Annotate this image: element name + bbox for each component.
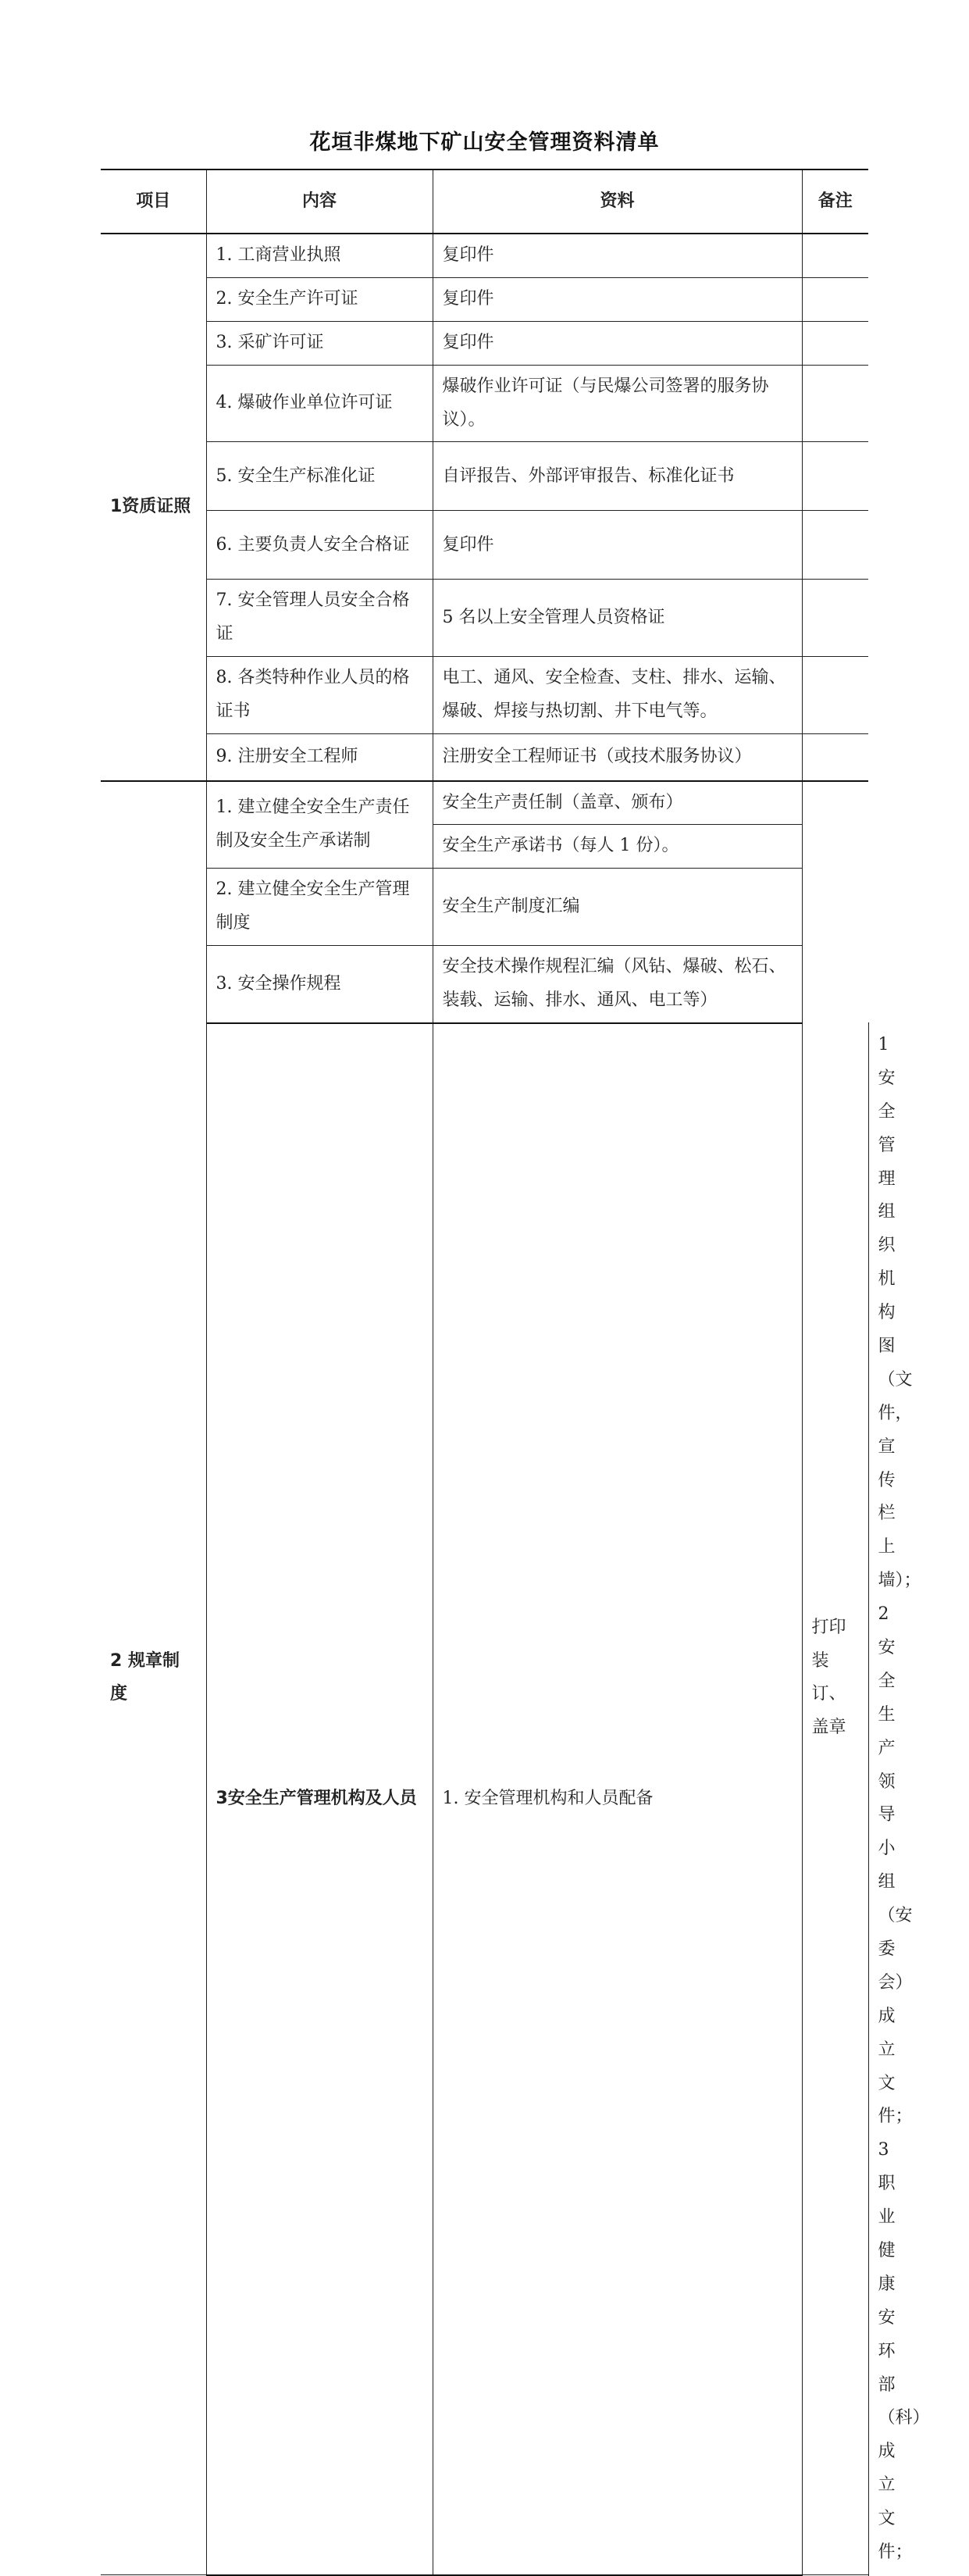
table-row [101, 657, 868, 734]
note-cell [802, 442, 868, 511]
material-cell: 复印件 [433, 321, 802, 365]
category-qualifications: 1资质证照 [101, 234, 206, 781]
table-row [101, 580, 868, 657]
table-row [101, 869, 868, 946]
table-row [101, 277, 868, 321]
material-cell: 复印件 [433, 511, 802, 580]
content-cell: 2. 建立健全安全生产管理制度 [206, 869, 433, 946]
category-rules: 2 规章制度 [101, 781, 206, 2575]
content-cell: 8. 各类特种作业人员的格证书 [206, 657, 433, 734]
content-cell: 7. 安全管理人员安全合格证 [206, 580, 433, 657]
table-row [101, 365, 868, 442]
note-cell [802, 511, 868, 580]
content-cell: 3. 采矿许可证 [206, 321, 433, 365]
note-cell [802, 234, 868, 277]
content-cell: 2. 安全生产许可证 [206, 277, 433, 321]
material-cell: 安全生产责任制（盖章、颁布） [433, 781, 802, 825]
category-safety-org: 3安全生产管理机构及人员 [206, 1023, 433, 2575]
header-material: 资料 [433, 169, 802, 234]
material-cell: 爆破作业许可证（与民爆公司签署的服务协议）。 [433, 365, 802, 442]
material-cell: 复印件 [433, 234, 802, 277]
note-cell [802, 734, 868, 781]
header-note: 备注 [802, 169, 868, 234]
table-row [101, 511, 868, 580]
content-cell: 6. 主要负责人安全合格证 [206, 511, 433, 580]
note-print-bind-stamp: 打印装订、盖章 [802, 781, 868, 2575]
table-row [101, 321, 868, 365]
material-cell: 安全生产承诺书（每人 1 份）。 [433, 825, 802, 869]
content-cell: 5. 安全生产标准化证 [206, 442, 433, 511]
page-title: 花垣非煤地下矿山安全管理资料清单 [309, 130, 660, 155]
material-cell: 安全技术操作规程汇编（风钻、爆破、松石、装载、运输、排水、通风、电工等） [433, 946, 802, 1023]
table-row [101, 781, 868, 825]
material-cell: 安全生产制度汇编 [433, 869, 802, 946]
note-cell [802, 657, 868, 734]
content-cell: 9. 注册安全工程师 [206, 734, 433, 781]
note-cell [802, 365, 868, 442]
header-row [101, 169, 868, 234]
table-row [101, 234, 868, 277]
table-row [101, 442, 868, 511]
material-cell: 复印件 [433, 277, 802, 321]
content-cell: 1. 安全管理机构和人员配备 [433, 1023, 802, 2575]
content-cell: 4. 爆破作业单位许可证 [206, 365, 433, 442]
header-project: 项目 [101, 169, 206, 234]
table-row: 3安全生产管理机构及人员 1. 安全管理机构和人员配备 1 安全管理组织机构图（文件，宣传栏上墙）； 2 安全生产领导小组（安委会）成立文件； 3 职业健康安环部（科）成立文件； [101, 1023, 868, 2575]
table-row [101, 946, 868, 1023]
table-row [101, 734, 868, 781]
material-cell: 电工、通风、安全检查、支柱、排水、运输、爆破、焊接与热切割、井下电气等。 [433, 657, 802, 734]
checklist-table [101, 169, 930, 2576]
material-cell: 5 名以上安全管理人员资格证 [433, 580, 802, 657]
content-cell: 1. 工商营业执照 [206, 234, 433, 277]
content-cell: 1. 建立健全安全生产责任制及安全生产承诺制 [206, 781, 433, 869]
note-cell [802, 321, 868, 365]
material-cell: 注册安全工程师证书（或技术服务协议） [433, 734, 802, 781]
note-cell [802, 277, 868, 321]
header-content: 内容 [206, 169, 433, 234]
note-cell [802, 580, 868, 657]
material-cell: 自评报告、外部评审报告、标准化证书 [433, 442, 802, 511]
content-cell: 3. 安全操作规程 [206, 946, 433, 1023]
